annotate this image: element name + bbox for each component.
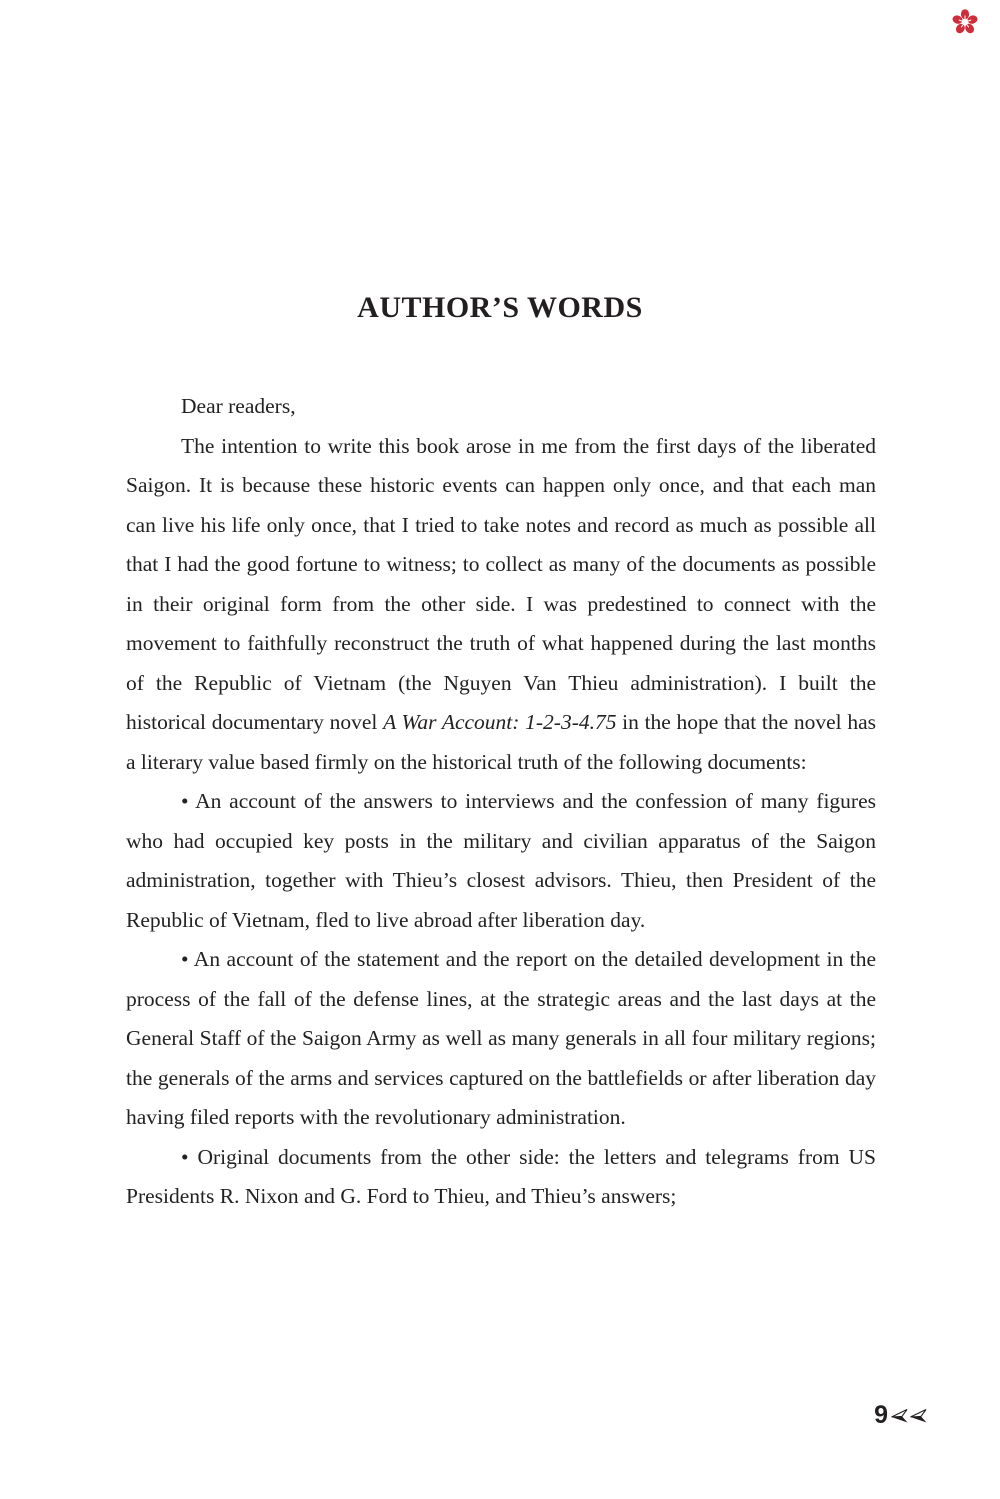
page-footer <box>874 1403 927 1428</box>
text-run: in the hope that the novel has a literary value based firmly on the historical truth of the following documents: <box>126 710 876 774</box>
paragraph <box>126 387 876 427</box>
page-number: 9 <box>874 1401 888 1429</box>
text-run: Dear readers, <box>181 394 296 418</box>
body-text <box>126 387 876 1217</box>
paragraph <box>126 427 876 783</box>
flower-ornament-icon <box>952 9 978 35</box>
text-run: • An account of the statement and the report on the detailed development in the process of the fall of the defense lines, at the strategic areas and the last days at the General Staff of the Saigon Army as well as many generals in all four military regions; the generals of the arms and services captured on the battlefields or after liberation day having filed reports with the revolutionary administration. <box>126 947 876 1129</box>
page-title: AUTHOR’S WORDS <box>357 291 643 324</box>
italic-text-run: A War Account: 1-2-3-4.75 <box>383 710 617 734</box>
paragraph <box>126 1138 876 1217</box>
text-run: The intention to write this book arose in me from the first days of the liberated Saigon. It is because these historic events can happen only once, and that each man can live his life only once, that I tried to take notes and record as much as possible all that I had the good fortune to witness; to collect as many of the documents as possible in their original form from the other side. I was predestined to connect with the movement to faithfully reconstruct the truth of what happened during the last months of the Republic of Vietnam (the Nguyen Van Thieu administration). I built the historical documentary novel <box>126 433 876 734</box>
paragraph <box>126 940 876 1138</box>
text-run: • An account of the answers to interviews and the confession of many figures who had occupied key posts in the military and civilian apparatus of the Saigon administration, together with Thieu’s closest advisors. Thieu, then President of the Republic of Vietnam, fled to live abroad after liberation day. <box>126 789 876 932</box>
double-left-arrow-icon <box>891 1408 927 1424</box>
paragraph <box>126 782 876 940</box>
text-run: • Original documents from the other side: the letters and telegrams from US Presidents R. Nixon and G. Ford to Thieu, and Thieu’s answers; <box>126 1144 876 1208</box>
